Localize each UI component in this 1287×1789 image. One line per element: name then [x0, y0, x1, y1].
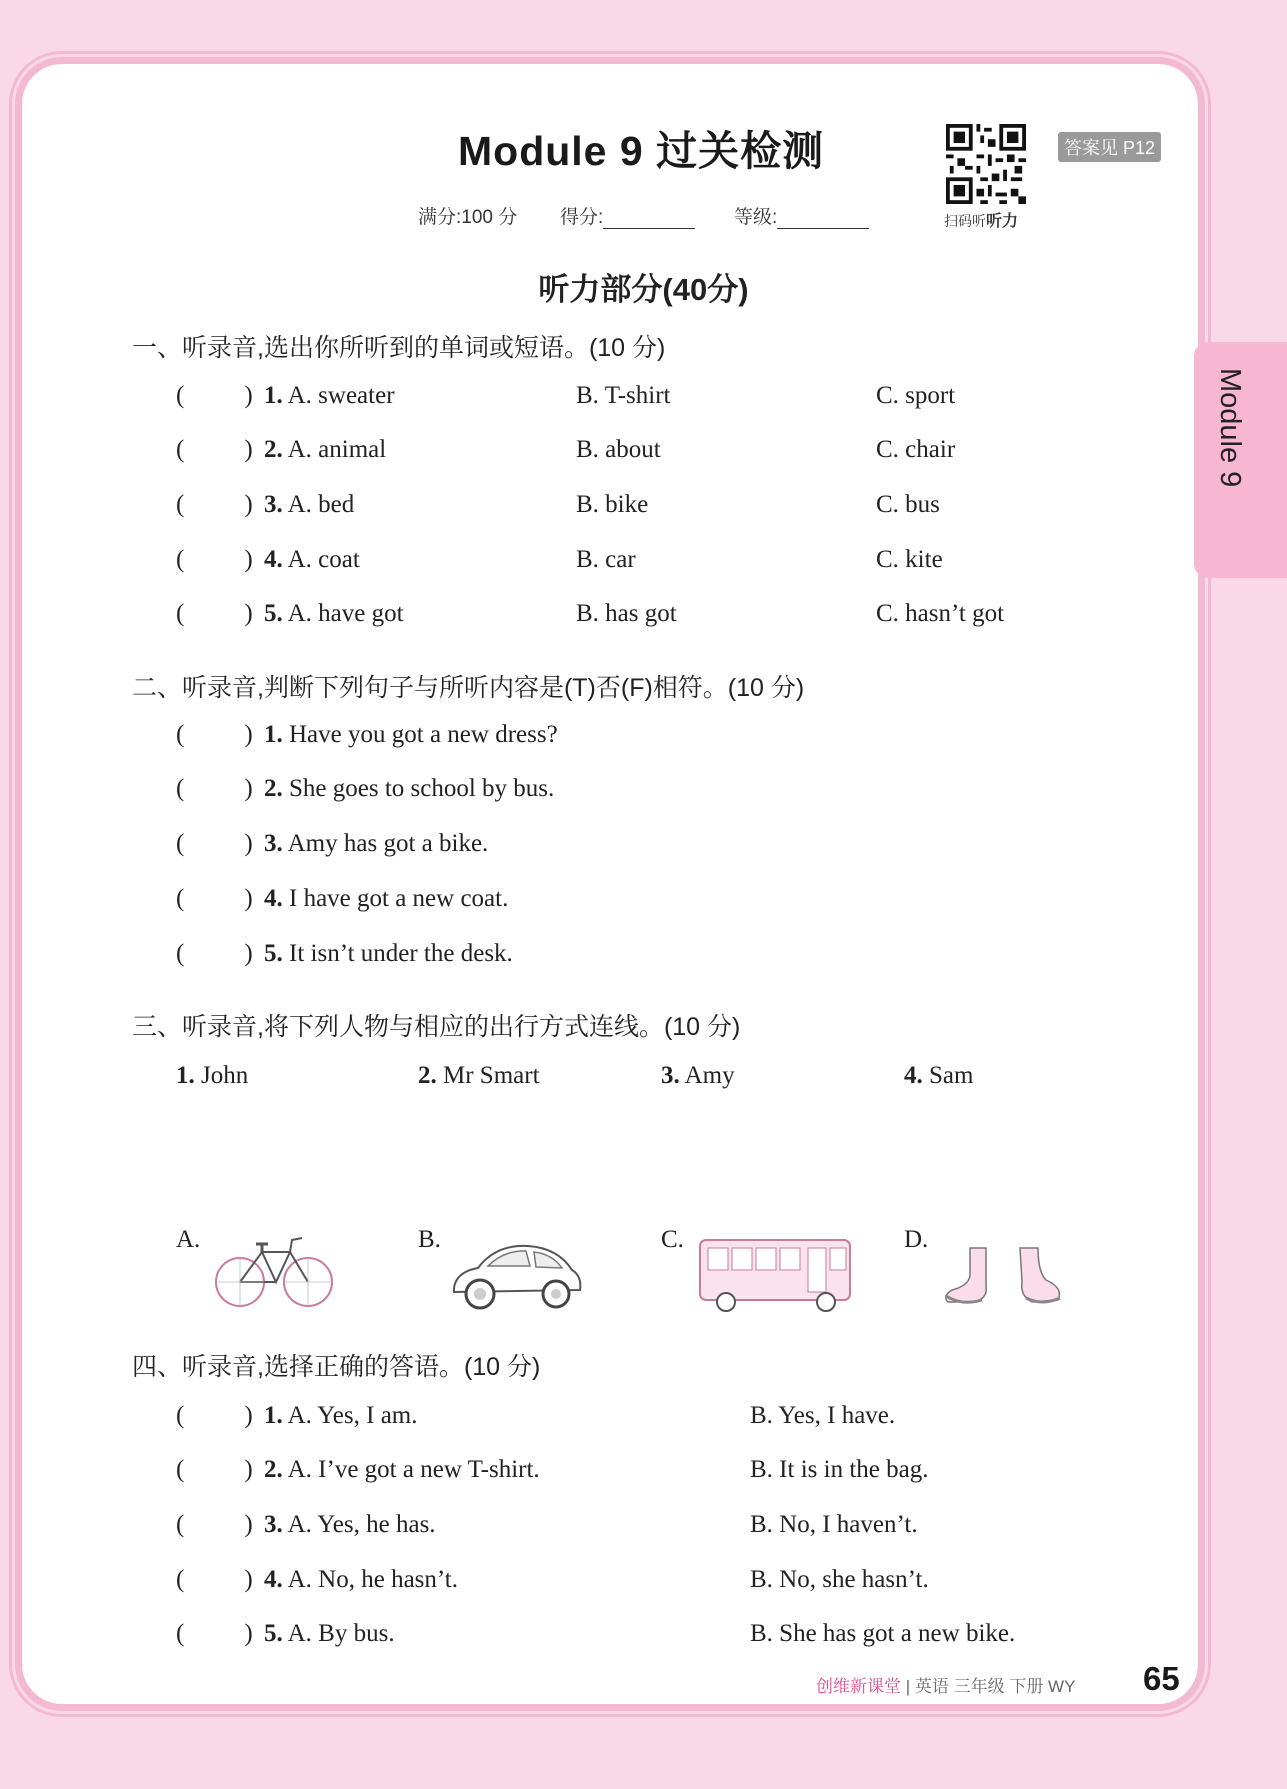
question-option-b: B. has got: [576, 600, 677, 627]
section-2-title: 二、听录音,判断下列句子与所听内容是(T)否(F)相符。(10 分): [132, 674, 805, 702]
statement-text: 2. She goes to school by bus.: [264, 775, 555, 802]
question-option-c: C. kite: [876, 546, 943, 573]
question-option-a: 4. A. coat: [264, 546, 360, 573]
option-d-label: D.: [904, 1226, 929, 1253]
section-1-title: 一、听录音,选出你所听到的单词或短语。(10 分): [132, 334, 666, 362]
answer-blank[interactable]: ( ): [176, 775, 253, 802]
question-option-b: B. Yes, I have.: [750, 1402, 896, 1429]
question-option-b: B. about: [576, 436, 661, 463]
answer-blank[interactable]: ( ): [176, 546, 253, 573]
answer-blank[interactable]: ( ): [176, 491, 253, 518]
question-option-b: B. bike: [576, 491, 649, 518]
footer-brand: 创维新课堂: [816, 1677, 901, 1696]
question-option-a: 2. A. I’ve got a new T-shirt.: [264, 1456, 540, 1483]
qr-caption: 扫码听听力: [944, 213, 1019, 230]
question-option-a: 5. A. have got: [264, 600, 404, 627]
page-number: 65: [1143, 1660, 1180, 1697]
question-option-c: C. bus: [876, 491, 940, 518]
module-side-tab: Module 9: [1194, 342, 1287, 578]
question-option-a: 3. A. Yes, he has.: [264, 1511, 436, 1538]
option-b-label: B.: [418, 1226, 441, 1253]
person-john[interactable]: 1. John: [176, 1062, 249, 1089]
answer-blank[interactable]: ( ): [176, 721, 253, 748]
question-option-a: 1. A. sweater: [264, 382, 395, 409]
answer-blank[interactable]: ( ): [176, 830, 253, 857]
statement-text: 3. Amy has got a bike.: [264, 830, 489, 857]
question-option-a: 5. A. By bus.: [264, 1620, 395, 1647]
qr-code-icon[interactable]: [946, 124, 1026, 204]
question-option-a: 2. A. animal: [264, 436, 387, 463]
question-option-b: B. car: [576, 546, 636, 573]
listening-part-heading: 听力部分(40分): [538, 272, 749, 307]
question-option-c: C. sport: [876, 382, 956, 409]
statement-text: 5. It isn’t under the desk.: [264, 940, 513, 967]
bus-icon[interactable]: [696, 1230, 860, 1314]
statement-text: 1. Have you got a new dress?: [264, 721, 558, 748]
question-option-a: 4. A. No, he hasn’t.: [264, 1566, 458, 1593]
answer-reference-badge: 答案见 P12: [1058, 132, 1161, 162]
answer-blank[interactable]: ( ): [176, 1511, 253, 1538]
grade-field[interactable]: 等级:: [734, 202, 869, 229]
answer-blank[interactable]: ( ): [176, 600, 253, 627]
bicycle-icon[interactable]: [212, 1230, 336, 1310]
answer-blank[interactable]: ( ): [176, 382, 253, 409]
question-option-c: C. hasn’t got: [876, 600, 1005, 627]
question-option-a: 3. A. bed: [264, 491, 355, 518]
question-option-b: B. No, I haven’t.: [750, 1511, 918, 1538]
question-option-a: 1. A. Yes, I am.: [264, 1402, 418, 1429]
answer-blank[interactable]: ( ): [176, 1402, 253, 1429]
walking-feet-icon[interactable]: [942, 1246, 1064, 1308]
full-score-label: 满分:100 分: [418, 207, 518, 228]
answer-blank[interactable]: ( ): [176, 1620, 253, 1647]
page-title: Module 9 过关检测: [458, 128, 825, 174]
score-field[interactable]: 得分:: [560, 202, 695, 229]
answer-blank[interactable]: ( ): [176, 885, 253, 912]
car-icon[interactable]: [448, 1236, 584, 1312]
option-a-label: A.: [176, 1226, 201, 1253]
question-option-b: B. No, she hasn’t.: [750, 1566, 929, 1593]
question-option-c: C. chair: [876, 436, 956, 463]
statement-text: 4. I have got a new coat.: [264, 885, 509, 912]
question-option-b: B. She has got a new bike.: [750, 1620, 1016, 1647]
person-sam[interactable]: 4. Sam: [904, 1062, 974, 1089]
answer-blank[interactable]: ( ): [176, 1456, 253, 1483]
footer-info: 创维新课堂 | 英语 三年级 下册 WY: [816, 1677, 1076, 1696]
question-option-b: B. T-shirt: [576, 382, 671, 409]
answer-blank[interactable]: ( ): [176, 940, 253, 967]
section-3-title: 三、听录音,将下列人物与相应的出行方式连线。(10 分): [132, 1013, 741, 1041]
answer-blank[interactable]: ( ): [176, 436, 253, 463]
option-c-label: C.: [661, 1226, 684, 1253]
person-amy[interactable]: 3. Amy: [661, 1062, 735, 1089]
section-4-title: 四、听录音,选择正确的答语。(10 分): [132, 1353, 541, 1381]
answer-blank[interactable]: ( ): [176, 1566, 253, 1593]
question-option-b: B. It is in the bag.: [750, 1456, 929, 1483]
person-mr-smart[interactable]: 2. Mr Smart: [418, 1062, 540, 1089]
